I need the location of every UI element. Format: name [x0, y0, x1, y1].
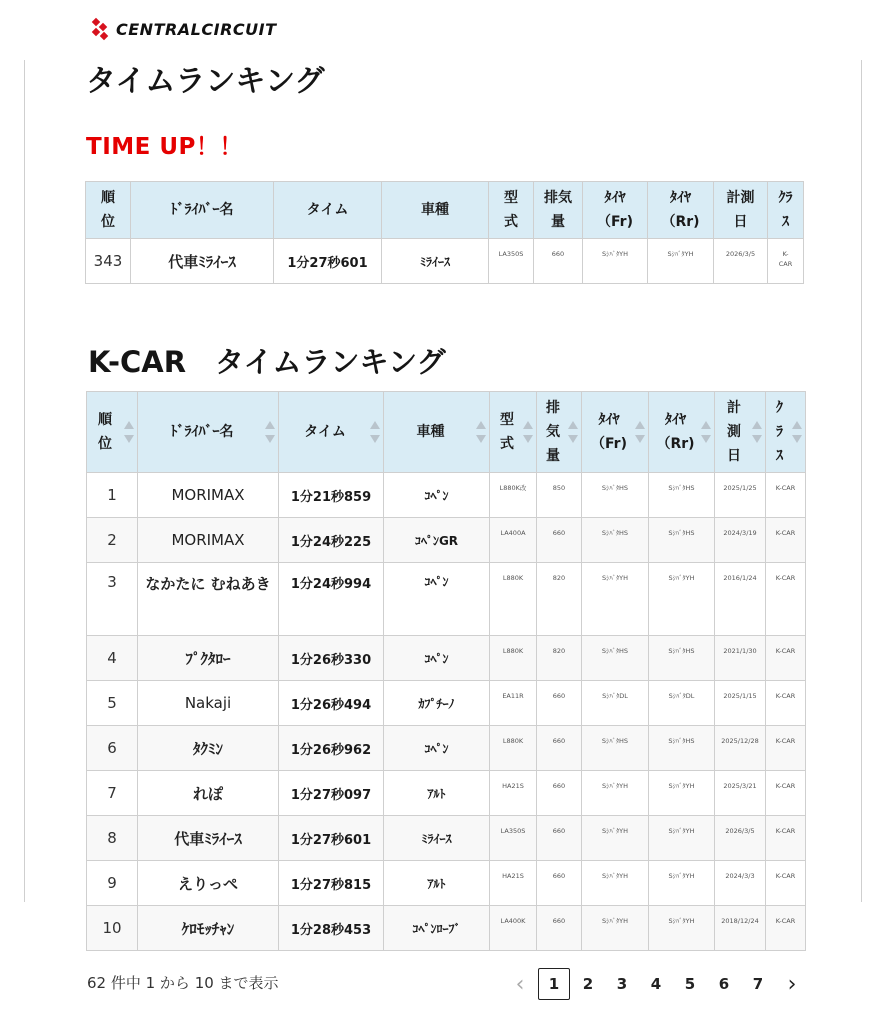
page-button-5[interactable]: 5	[684, 975, 696, 993]
cell-tire-rear: SｼﾊﾞﾀDL	[649, 681, 715, 726]
cell-car-model: ｺﾍﾟﾝ	[384, 726, 490, 771]
cell-class: K-CAR	[766, 726, 806, 771]
cell-model-code: HA21S	[490, 771, 537, 816]
column-header-model-code: 型 式	[489, 182, 534, 239]
cell-class: K-CAR	[766, 861, 806, 906]
cell-rank: 343	[86, 239, 131, 284]
table-header-row	[87, 392, 806, 473]
sort-icon	[635, 421, 645, 443]
cell-driver-name: なかたに むねあき	[138, 563, 279, 636]
column-label-model-code: 型 式	[500, 412, 514, 452]
cell-driver-name: ﾀｸﾐﾝ	[138, 726, 279, 771]
cell-class: K- CAR	[768, 239, 804, 284]
cell-displacement: 660	[537, 906, 582, 951]
cell-lap-time: 1分26秒962	[279, 726, 384, 771]
cell-displacement: 660	[537, 771, 582, 816]
page-button-3[interactable]: 3	[616, 975, 628, 993]
sort-header-rank[interactable]	[87, 392, 138, 473]
cell-driver-name: MORIMAX	[138, 473, 279, 518]
cell-displacement: 820	[537, 563, 582, 636]
cell-model-code: HA21S	[490, 861, 537, 906]
cell-model-code: L880K	[490, 636, 537, 681]
table-row	[87, 518, 806, 563]
cell-car-model: ｺﾍﾟﾝ	[384, 563, 490, 636]
table-row	[87, 726, 806, 771]
cell-displacement: 820	[537, 636, 582, 681]
sort-icon	[370, 421, 380, 443]
cell-driver-name: ｹﾛﾓｯﾁｬﾝ	[138, 906, 279, 951]
cell-displacement: 660	[534, 239, 583, 284]
column-header-class: ｸﾗ ｽ	[768, 182, 804, 239]
cell-tire-front: SｼﾊﾞﾀYH	[582, 771, 649, 816]
cell-displacement: 660	[537, 518, 582, 563]
content-border-right	[861, 60, 862, 902]
cell-driver-name: 代車ﾐﾗｲｰｽ	[138, 816, 279, 861]
cell-class: K-CAR	[766, 771, 806, 816]
cell-displacement: 850	[537, 473, 582, 518]
sort-header-driver-name[interactable]	[138, 392, 279, 473]
sort-header-lap-time[interactable]	[279, 392, 384, 473]
cell-lap-time: 1分24秒225	[279, 518, 384, 563]
cell-measured-date: 2025/12/28	[715, 726, 766, 771]
cell-lap-time: 1分21秒859	[279, 473, 384, 518]
cell-tire-front: SｼﾊﾞﾀYH	[582, 563, 649, 636]
cell-car-model: ﾐﾗｲｰｽ	[384, 816, 490, 861]
cell-measured-date: 2024/3/3	[715, 861, 766, 906]
cell-lap-time: 1分28秒453	[279, 906, 384, 951]
results-count-info: 62 件中 1 から 10 まで表示	[87, 974, 279, 992]
column-header-displacement: 排気 量	[534, 182, 583, 239]
table-row	[87, 636, 806, 681]
cell-class: K-CAR	[766, 636, 806, 681]
sort-icon	[523, 421, 533, 443]
column-header-rank: 順 位	[86, 182, 131, 239]
logo-text: CENTRALCIRCUIT	[116, 19, 277, 39]
cell-model-code: EA11R	[490, 681, 537, 726]
kcar-ranking-title: K-CAR タイムランキング	[88, 345, 446, 379]
column-header-tire-rear: ﾀｲﾔ （Rr)	[648, 182, 714, 239]
page-button-6[interactable]: 6	[718, 975, 730, 993]
table-row	[86, 239, 804, 284]
cell-tire-rear: SｼﾊﾞﾀYH	[649, 906, 715, 951]
cell-tire-front: SｼﾊﾞﾀYH	[582, 816, 649, 861]
cell-measured-date: 2016/1/24	[715, 563, 766, 636]
cell-rank: 8	[87, 816, 138, 861]
sort-icon	[792, 421, 802, 443]
cell-rank: 4	[87, 636, 138, 681]
cell-car-model: ｶﾌﾟﾁｰﾉ	[384, 681, 490, 726]
cell-tire-front: SｼﾊﾞﾀYH	[582, 861, 649, 906]
cell-class: K-CAR	[766, 518, 806, 563]
cell-tire-front: SｼﾊﾞﾀHS	[582, 518, 649, 563]
cell-lap-time: 1分26秒330	[279, 636, 384, 681]
cell-measured-date: 2024/3/19	[715, 518, 766, 563]
page-button-4[interactable]: 4	[650, 975, 662, 993]
cell-lap-time: 1分26秒494	[279, 681, 384, 726]
cell-measured-date: 2021/1/30	[715, 636, 766, 681]
table-row	[87, 816, 806, 861]
cell-tire-rear: SｼﾊﾞﾀHS	[649, 636, 715, 681]
cell-displacement: 660	[537, 681, 582, 726]
cell-rank: 9	[87, 861, 138, 906]
cell-car-model: ｺﾍﾟﾝﾛｰﾌﾞ	[384, 906, 490, 951]
table-row	[87, 681, 806, 726]
cell-model-code: L880K	[490, 726, 537, 771]
cell-model-code: LA350S	[489, 239, 534, 284]
table-row	[87, 473, 806, 518]
cell-driver-name: Nakaji	[138, 681, 279, 726]
table-row	[87, 861, 806, 906]
column-label-rank: 順 位	[98, 412, 112, 452]
sort-header-model-code[interactable]	[490, 392, 537, 473]
cell-rank: 10	[87, 906, 138, 951]
central-circuit-logo[interactable]	[92, 16, 277, 42]
cell-rank: 7	[87, 771, 138, 816]
cell-driver-name: MORIMAX	[138, 518, 279, 563]
table-row	[87, 906, 806, 951]
cell-measured-date: 2025/1/15	[715, 681, 766, 726]
cell-car-model: ｺﾍﾟﾝ	[384, 636, 490, 681]
next-page-button[interactable]: ›	[787, 971, 797, 997]
sort-header-tire-front[interactable]	[582, 392, 649, 473]
cell-measured-date: 2026/3/5	[715, 816, 766, 861]
sort-header-tire-rear[interactable]	[649, 392, 715, 473]
cell-tire-front: SｼﾊﾞﾀDL	[582, 681, 649, 726]
cell-tire-rear: SｼﾊﾞﾀYH	[648, 239, 714, 284]
time-up-notice: TIME UP！！	[86, 134, 243, 160]
cell-measured-date: 2025/3/21	[715, 771, 766, 816]
kcar-ranking-table	[86, 391, 806, 951]
cell-car-model: ｺﾍﾟﾝ	[384, 473, 490, 518]
cell-class: K-CAR	[766, 473, 806, 518]
cell-car-model: ｱﾙﾄ	[384, 771, 490, 816]
column-header-lap-time: タイム	[274, 182, 382, 239]
cell-model-code: L880K	[490, 563, 537, 636]
cell-measured-date: 2018/12/24	[715, 906, 766, 951]
cell-tire-front: SｼﾊﾞﾀHS	[582, 726, 649, 771]
cell-driver-name: ﾌﾟｸﾀﾛｰ	[138, 636, 279, 681]
column-label-tire-front: ﾀｲﾔ （Fr)	[591, 412, 627, 452]
sort-icon	[124, 421, 134, 443]
cell-tire-front: SｼﾊﾞﾀYH	[583, 239, 648, 284]
cell-tire-rear: SｼﾊﾞﾀYH	[649, 563, 715, 636]
cell-tire-rear: SｼﾊﾞﾀYH	[649, 816, 715, 861]
column-label-class: ｸ ﾗ ｽ	[776, 400, 783, 464]
page-button-7[interactable]: 7	[752, 975, 764, 993]
latest-time-table	[85, 181, 804, 284]
cell-class: K-CAR	[766, 681, 806, 726]
prev-page-button[interactable]: ‹	[515, 971, 525, 997]
cell-rank: 3	[87, 563, 138, 636]
cell-tire-rear: SｼﾊﾞﾀHS	[649, 726, 715, 771]
page-title: タイムランキング	[86, 64, 325, 99]
cell-tire-rear: SｼﾊﾞﾀYH	[649, 771, 715, 816]
cell-model-code: LA400A	[490, 518, 537, 563]
cell-rank: 1	[87, 473, 138, 518]
cell-model-code: LA350S	[490, 816, 537, 861]
cell-measured-date: 2026/3/5	[714, 239, 768, 284]
page-button-1[interactable]: 1	[538, 968, 570, 1000]
cell-class: K-CAR	[766, 563, 806, 636]
cell-model-code: L880K改	[490, 473, 537, 518]
cell-tire-rear: SｼﾊﾞﾀYH	[649, 861, 715, 906]
cell-displacement: 660	[537, 816, 582, 861]
cell-tire-front: SｼﾊﾞﾀYH	[582, 906, 649, 951]
column-label-car-model: 車種	[416, 424, 445, 440]
column-label-displacement: 排 気 量	[546, 400, 560, 464]
cell-displacement: 660	[537, 861, 582, 906]
cell-driver-name: えりっぺ	[138, 861, 279, 906]
sort-icon	[752, 421, 762, 443]
cell-lap-time: 1分27秒601	[274, 239, 382, 284]
cell-driver-name: 代車ﾐﾗｲｰｽ	[131, 239, 274, 284]
column-label-measured-date: 計 測 日	[727, 400, 741, 464]
sort-header-measured-date[interactable]	[715, 392, 766, 473]
sort-icon	[568, 421, 578, 443]
cell-driver-name: れぽ	[138, 771, 279, 816]
table-row	[87, 771, 806, 816]
cell-rank: 6	[87, 726, 138, 771]
column-label-driver-name: ﾄﾞﾗｲﾊﾞｰ名	[170, 424, 234, 440]
cell-tire-rear: SｼﾊﾞﾀHS	[649, 473, 715, 518]
sort-icon	[701, 421, 711, 443]
sort-icon	[265, 421, 275, 443]
cell-displacement: 660	[537, 726, 582, 771]
cell-tire-front: SｼﾊﾞﾀHS	[582, 636, 649, 681]
column-header-measured-date: 計測 日	[714, 182, 768, 239]
column-header-tire-front: ﾀｲﾔ （Fr)	[583, 182, 648, 239]
sort-header-displacement[interactable]	[537, 392, 582, 473]
cell-rank: 2	[87, 518, 138, 563]
column-label-tire-rear: ﾀｲﾔ （Rr)	[656, 412, 695, 452]
sort-header-class[interactable]	[766, 392, 806, 473]
cell-lap-time: 1分24秒994	[279, 563, 384, 636]
cell-rank: 5	[87, 681, 138, 726]
table-header-row	[86, 182, 804, 239]
cell-model-code: LA400K	[490, 906, 537, 951]
pagination	[503, 968, 809, 1000]
cell-tire-rear: SｼﾊﾞﾀHS	[649, 518, 715, 563]
cell-lap-time: 1分27秒097	[279, 771, 384, 816]
content-border-left	[24, 60, 25, 902]
sort-icon	[476, 421, 486, 443]
cell-measured-date: 2025/1/25	[715, 473, 766, 518]
cell-lap-time: 1分27秒601	[279, 816, 384, 861]
page-button-2[interactable]: 2	[582, 975, 594, 993]
column-label-lap-time: タイム	[304, 424, 346, 440]
cell-car-model: ｱﾙﾄ	[384, 861, 490, 906]
cell-lap-time: 1分27秒815	[279, 861, 384, 906]
checkered-flag-icon	[92, 18, 112, 40]
cell-tire-front: SｼﾊﾞﾀHS	[582, 473, 649, 518]
cell-class: K-CAR	[766, 906, 806, 951]
cell-class: K-CAR	[766, 816, 806, 861]
column-header-driver-name: ﾄﾞﾗｲﾊﾞｰ名	[131, 182, 274, 239]
sort-header-car-model[interactable]	[384, 392, 490, 473]
column-header-car-model: 車種	[382, 182, 489, 239]
cell-car-model: ｺﾍﾟﾝGR	[384, 518, 490, 563]
cell-car-model: ﾐﾗｲｰｽ	[382, 239, 489, 284]
table-row	[87, 563, 806, 636]
